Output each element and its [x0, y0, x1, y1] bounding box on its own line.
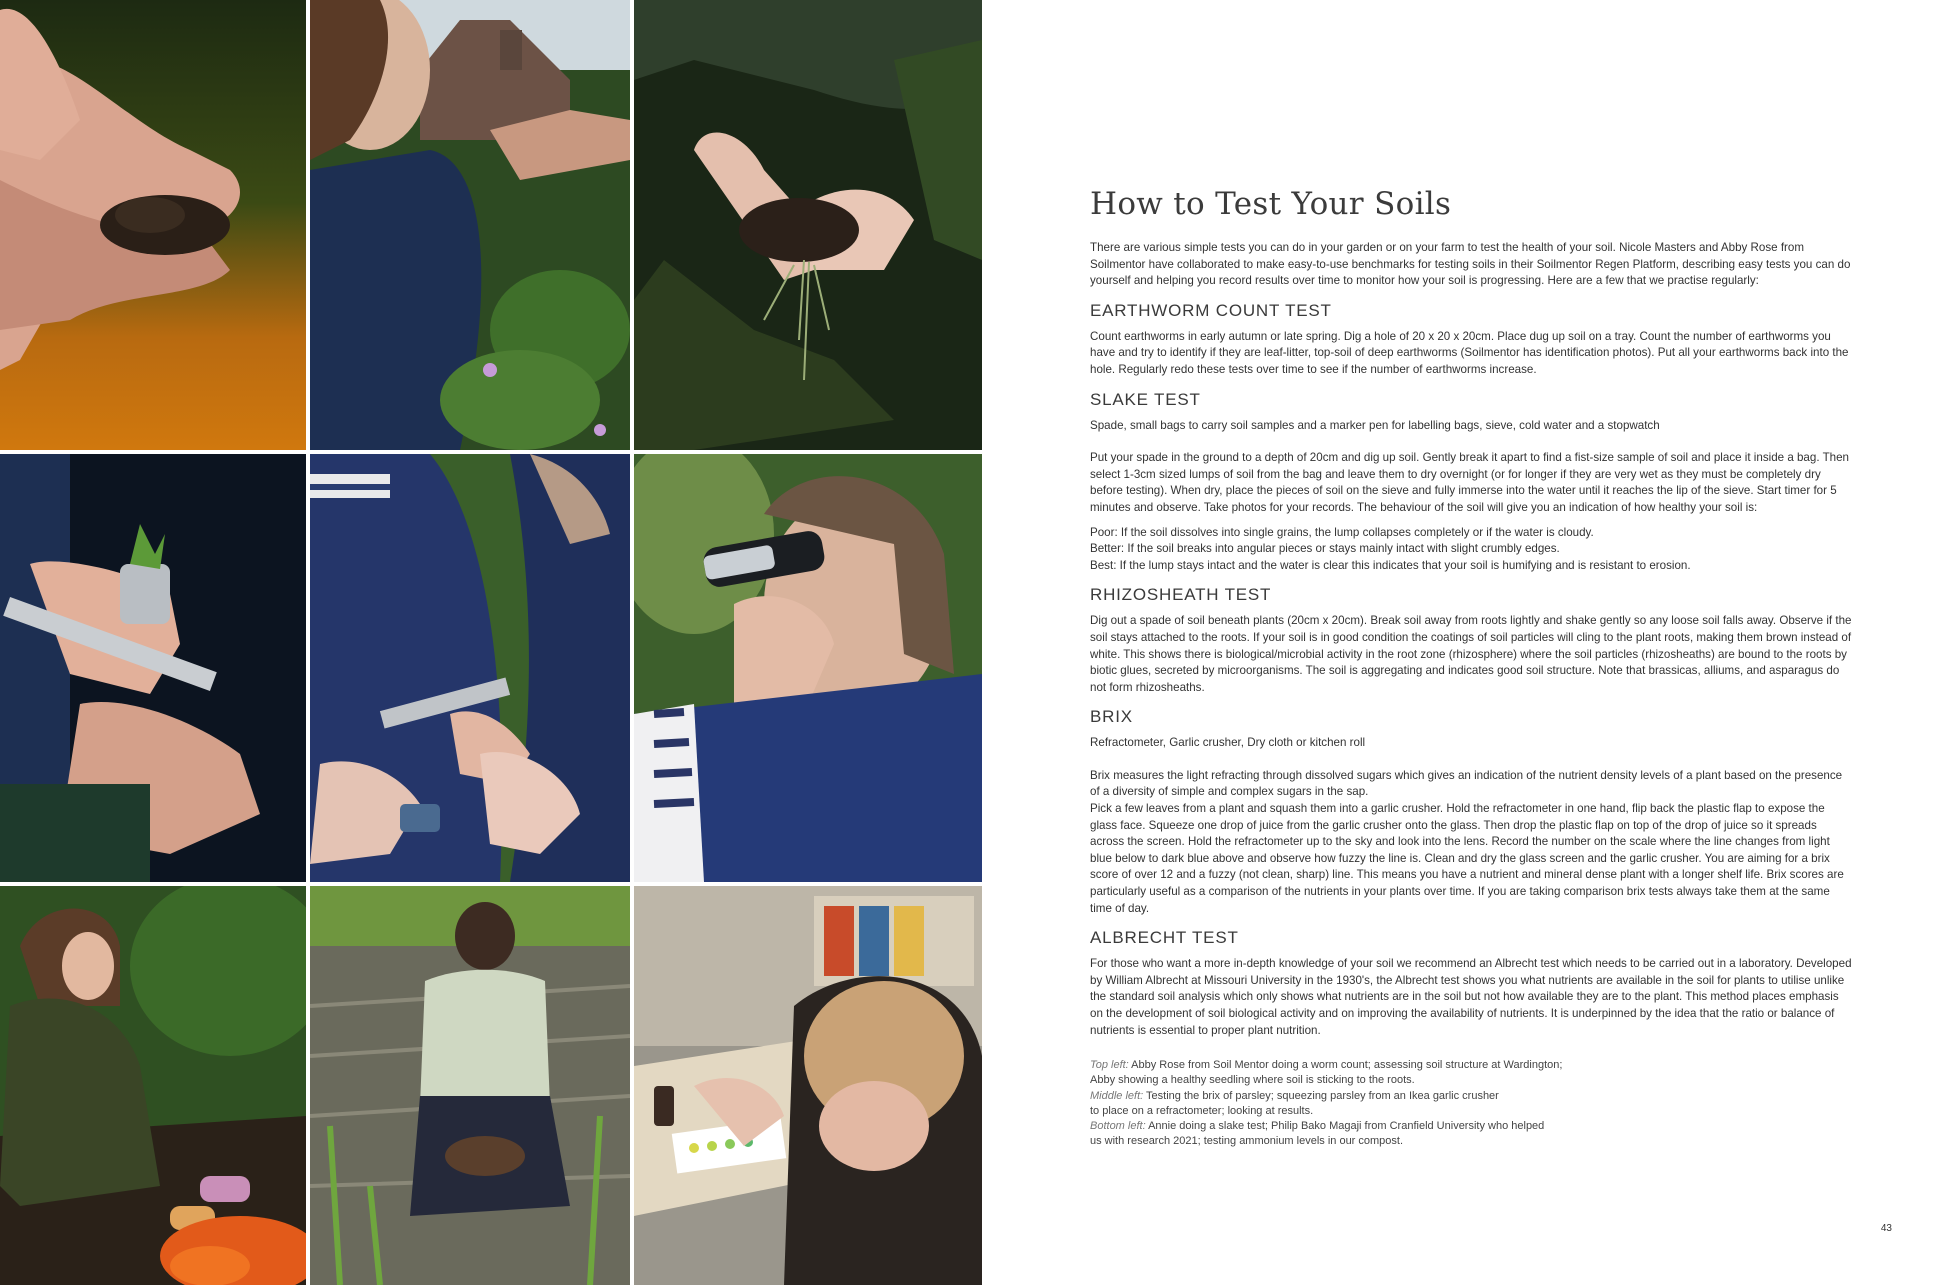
caption-bottom-cont: us with research 2021; testing ammonium levels in our compost.: [1090, 1135, 1404, 1148]
photo-brix-parsley: [0, 454, 306, 882]
slake-result-better: Better: If the soil breaks into angular pieces or stays mainly intact with slight crumbly edges.: [1090, 542, 1560, 556]
caption-middle-cont: to place on a refractometer; looking at results.: [1090, 1104, 1314, 1117]
photo-research-field: [310, 886, 630, 1285]
page-number: 43: [1880, 1223, 1892, 1234]
photo-slake-test: [0, 886, 306, 1285]
brix-body-intro: Brix measures the light refracting through dissolved sugars which gives an indication of the nutrient density levels of a plant based on the presence of a diversity of simple and complex sugars in the sap.: [1090, 768, 1843, 799]
earthworm-heading: EARTHWORM COUNT TEST: [1090, 300, 1332, 320]
photo-soil-structure: [310, 0, 630, 450]
photo-worm-count: [0, 0, 306, 450]
albrecht-body: For those who want a more in-depth knowledge of your soil we recommend an Albrecht test which needs to be carried out in a laboratory. Developed by William Albrecht at Missouri University in the 1930's, the Albrecht test shows you what nutrients are available in the soil for plants to utilise unlike the standard soil analysis which only shows what nutrients are in the soil but not how available they are to the plant. This method places emphasis on the development of soil biological activity and on improving the availability of nutrients. It is underpinned by the idea that the ratio or balance of nutrients is essential to proper plant nutrition.: [1090, 957, 1852, 1037]
intro-paragraph: There are various simple tests you can do in your garden or on your farm to test the health of your soil. Nicole Masters and Abby Rose from Soilmentor have collaborated to make easy-to-use benchmarks for testing soils in their Soilmentor Regen Platform, describing easy tests you can do yourself and helping you record results over time to monitor how your soil is progressing. Here are a few that we practise regularly:: [1090, 241, 1851, 288]
slake-equipment: Spade, small bags to carry soil samples and a marker pen for labelling bags, sieve, cold water and a stopwatch: [1090, 418, 1660, 432]
caption-middle: Middle left: Testing the brix of parsley; squeezing parsley from an Ikea garlic crusher: [1090, 1089, 1499, 1102]
photo-captions: [1090, 1058, 1852, 1149]
photo-refractometer-reading: [634, 454, 982, 882]
brix-body-method: Pick a few leaves from a plant and squash them into a garlic crusher. Hold the refractometer in one hand, flip back the plastic flap to expose the glass face. Squeeze one drop of juice from the garlic crusher onto the glass. Then drop the plastic flap on top of the drop of juice so it spreads across the screen. Hold the refractometer up to the sky and look into the lens. Record the number on the scale where the line changes from light blue below to dark blue above and observe how fuzzy the line is. Clean and dry the glass screen and the garlic crusher. You are aiming for a brix score of over 12 and a fuzzy (not clean, sharp) line. This means you have a nutrient and mineral dense plant with a longer shelf life. Brix scores are particularly useful as a comparison of the nutrients in your plants over time. If you are taking comparison brix tests always take them at the same time of day.: [1090, 802, 1844, 915]
brix-heading: BRIX: [1090, 707, 1133, 727]
rhizosheath-body: Dig out a spade of soil beneath plants (20cm x 20cm). Break soil away from roots lightly and shake gently so any loose soil falls away. Observe if the soil stays attached to the roots. If your soil is in good condition the coatings of soil particles will cling to the plant roots, making them brown instead of white. This shows there is biological/microbial activity in the root zone (rhizosphere) where the soil particles (rhizosheaths) are bound to the roots by biotic glues, secreted by microorganisms. The soil is aggregating and indicates good soil structure. Note that brassicas, alliums, and asparagus do not form rhizosheaths.: [1090, 614, 1852, 694]
caption-top-cont: Abby showing a healthy seedling where soil is sticking to the roots.: [1090, 1074, 1415, 1087]
brix-equipment: Refractometer, Garlic crusher, Dry cloth or kitchen roll: [1090, 736, 1366, 750]
photo-ammonium-test: [634, 886, 982, 1285]
slake-result-best: Best: If the lump stays intact and the water is clear this indicates that your soil is humifying and is resistant to erosion.: [1090, 558, 1691, 572]
photo-healthy-seedling: [634, 0, 982, 450]
earthworm-body: Count earthworms in early autumn or late spring. Dig a hole of 20 x 20 x 20cm. Place dug up soil on a tray. Count the number of earthworms you have and try to identify if they are leaf-litter, top-soil of deep earthworms (Soilmentor has identification photos). Put all your earthworms back into the hole. Regularly redo these tests over time to see if the number of earthworms increase.: [1090, 329, 1849, 376]
photo-garlic-crusher: [310, 454, 630, 882]
text-page: [1090, 186, 1852, 1149]
slake-body: Put your spade in the ground to a depth of 20cm and dig up soil. Gently break it apart to find a fist-size sample of soil and place it inside a bag. Then select 1-3cm sized lumps of soil from the bag and leave them to dry overnight (or for longer if they are very wet as they must be completely dry before testing). When dry, place the pieces of soil on the sieve and fully immerse into the water until it reaches the lip of the sieve. Start timer for 5 minutes and observe. Take photos for your records. The behaviour of the soil will give you an indication of how healthy your soil is:: [1090, 451, 1849, 514]
slake-heading: SLAKE TEST: [1090, 389, 1201, 409]
slake-result-poor: Poor: If the soil dissolves into single grains, the lump collapses completely or if the water is cloudy.: [1090, 525, 1594, 539]
rhizosheath-heading: RHIZOSHEATH TEST: [1090, 585, 1272, 605]
caption-bottom: Bottom left: Annie doing a slake test; Philip Bako Magaji from Cranfield University who helped: [1090, 1120, 1545, 1132]
albrecht-heading: ALBRECHT TEST: [1090, 928, 1239, 948]
caption-top: Top left: Abby Rose from Soil Mentor doing a worm count; assessing soil structure at Wardington;: [1090, 1059, 1563, 1072]
page-title: How to Test Your Soils: [1090, 186, 1452, 222]
